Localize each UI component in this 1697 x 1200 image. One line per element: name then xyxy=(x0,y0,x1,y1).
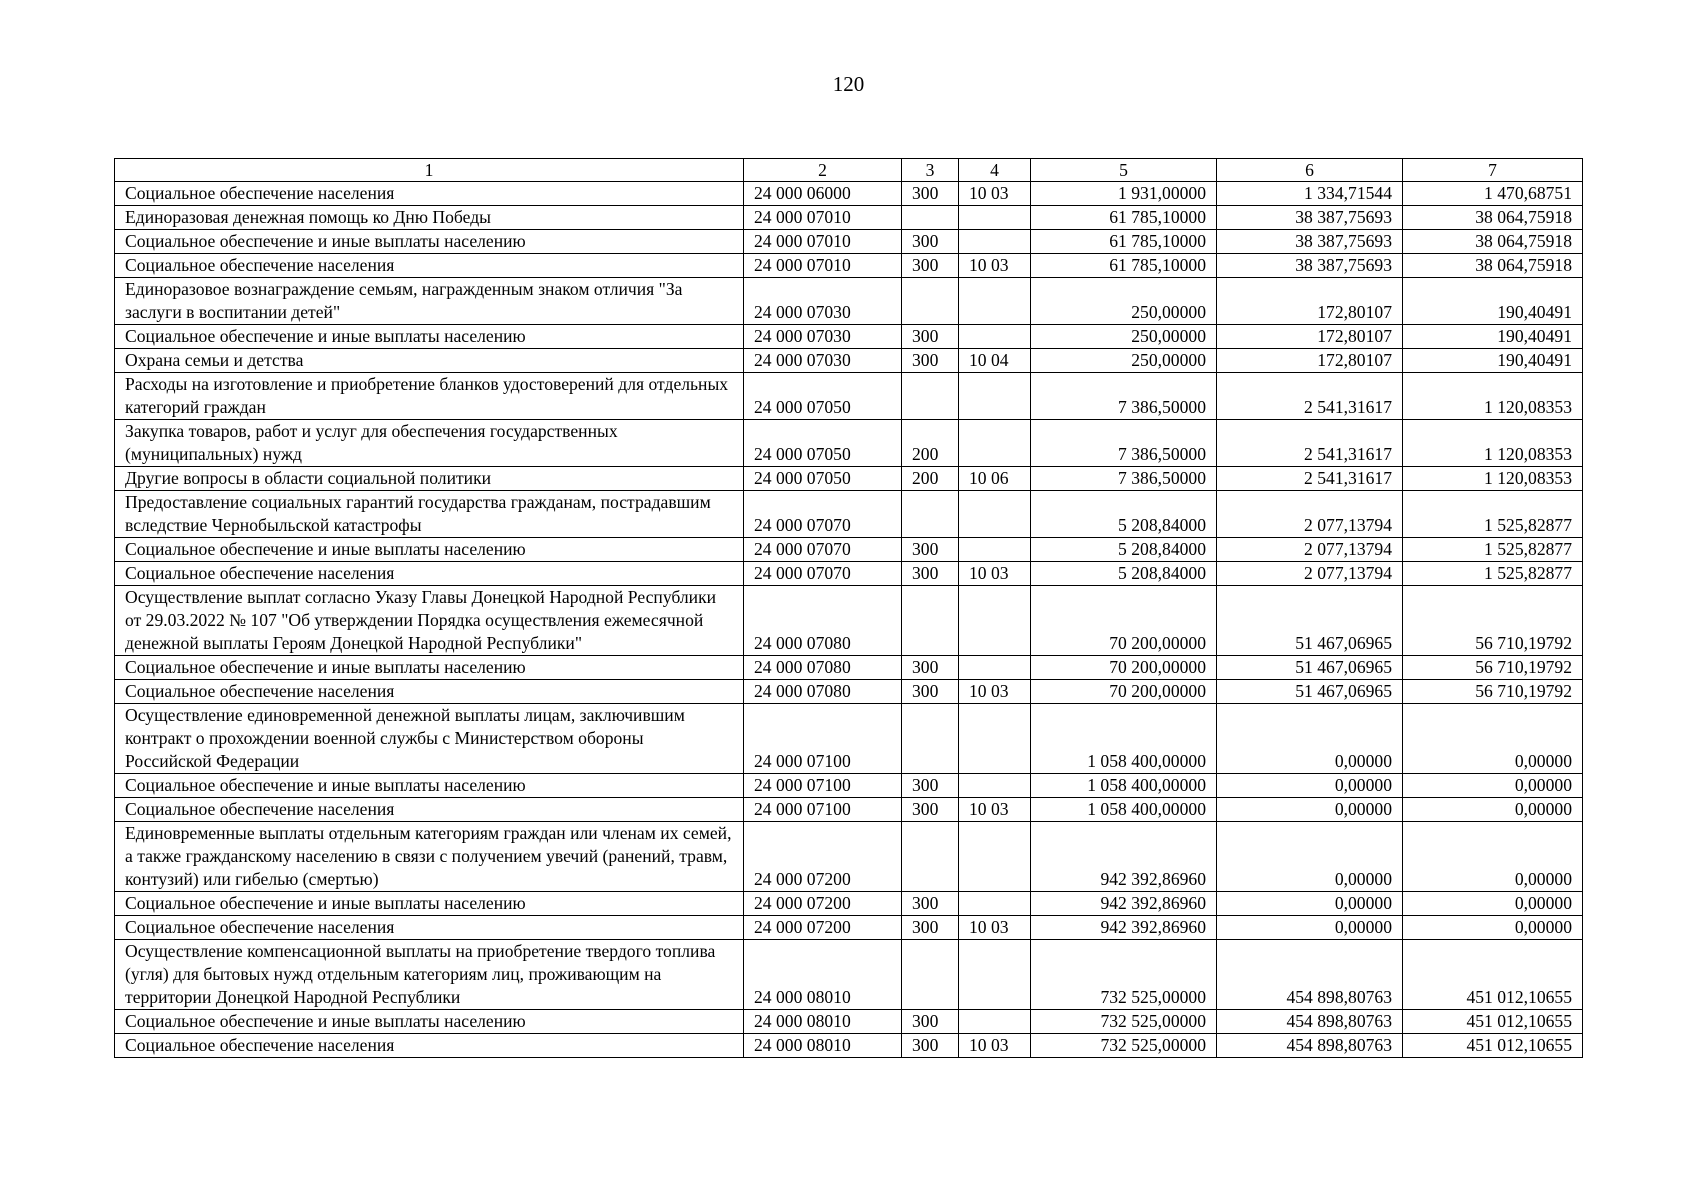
item-name: Осуществление единовременной денежной выплаты лицам, заключившим контракт о прохождении военной службы с Министерством обороны Российской Федерации xyxy=(115,704,744,774)
amount-col7: 1 470,68751 xyxy=(1403,182,1583,206)
amount-col5: 1 058 400,00000 xyxy=(1031,798,1217,822)
table-row xyxy=(115,538,1583,562)
amount-col7: 0,00000 xyxy=(1403,704,1583,774)
column-header: 1 xyxy=(115,159,744,182)
amount-col6: 0,00000 xyxy=(1217,916,1403,940)
expense-type xyxy=(902,940,959,1010)
section-code xyxy=(959,1010,1031,1034)
item-name: Социальное обеспечение и иные выплаты населению xyxy=(115,230,744,254)
item-name: Социальное обеспечение населения xyxy=(115,680,744,704)
item-name: Социальное обеспечение и иные выплаты населению xyxy=(115,656,744,680)
expense-type: 300 xyxy=(902,230,959,254)
section-code: 10 04 xyxy=(959,349,1031,373)
amount-col7: 38 064,75918 xyxy=(1403,254,1583,278)
column-header: 2 xyxy=(744,159,902,182)
target-code: 24 000 07200 xyxy=(744,892,902,916)
section-code: 10 03 xyxy=(959,798,1031,822)
column-header: 4 xyxy=(959,159,1031,182)
target-code: 24 000 07050 xyxy=(744,467,902,491)
amount-col5: 250,00000 xyxy=(1031,278,1217,325)
target-code: 24 000 07100 xyxy=(744,774,902,798)
expense-type: 300 xyxy=(902,182,959,206)
column-header: 3 xyxy=(902,159,959,182)
target-code: 24 000 07070 xyxy=(744,562,902,586)
amount-col6: 38 387,75693 xyxy=(1217,254,1403,278)
table-row xyxy=(115,254,1583,278)
amount-col7: 190,40491 xyxy=(1403,325,1583,349)
expense-type xyxy=(902,822,959,892)
amount-col5: 732 525,00000 xyxy=(1031,940,1217,1010)
target-code: 24 000 07080 xyxy=(744,586,902,656)
table-row xyxy=(115,774,1583,798)
amount-col5: 70 200,00000 xyxy=(1031,680,1217,704)
amount-col6: 172,80107 xyxy=(1217,349,1403,373)
target-code: 24 000 07080 xyxy=(744,680,902,704)
item-name: Охрана семьи и детства xyxy=(115,349,744,373)
target-code: 24 000 07070 xyxy=(744,538,902,562)
target-code: 24 000 07100 xyxy=(744,798,902,822)
target-code: 24 000 08010 xyxy=(744,940,902,1010)
expense-type: 300 xyxy=(902,538,959,562)
column-header: 7 xyxy=(1403,159,1583,182)
amount-col6: 454 898,80763 xyxy=(1217,940,1403,1010)
target-code: 24 000 07200 xyxy=(744,916,902,940)
amount-col5: 1 058 400,00000 xyxy=(1031,774,1217,798)
item-name: Социальное обеспечение и иные выплаты населению xyxy=(115,774,744,798)
amount-col6: 51 467,06965 xyxy=(1217,656,1403,680)
expense-type: 300 xyxy=(902,774,959,798)
item-name: Социальное обеспечение населения xyxy=(115,182,744,206)
amount-col7: 56 710,19792 xyxy=(1403,656,1583,680)
table-row xyxy=(115,206,1583,230)
target-code: 24 000 07030 xyxy=(744,325,902,349)
expense-type: 300 xyxy=(902,798,959,822)
amount-col7: 190,40491 xyxy=(1403,278,1583,325)
expense-type xyxy=(902,704,959,774)
amount-col7: 1 120,08353 xyxy=(1403,373,1583,420)
table-row xyxy=(115,798,1583,822)
amount-col6: 0,00000 xyxy=(1217,798,1403,822)
expense-type xyxy=(902,206,959,230)
table-row xyxy=(115,1034,1583,1058)
expense-type: 300 xyxy=(902,656,959,680)
amount-col7: 451 012,10655 xyxy=(1403,940,1583,1010)
section-code xyxy=(959,420,1031,467)
expense-type: 300 xyxy=(902,892,959,916)
amount-col7: 190,40491 xyxy=(1403,349,1583,373)
item-name: Социальное обеспечение и иные выплаты населению xyxy=(115,538,744,562)
section-code xyxy=(959,491,1031,538)
section-code xyxy=(959,373,1031,420)
section-code: 10 06 xyxy=(959,467,1031,491)
section-code xyxy=(959,206,1031,230)
amount-col5: 732 525,00000 xyxy=(1031,1010,1217,1034)
target-code: 24 000 06000 xyxy=(744,182,902,206)
table-row xyxy=(115,491,1583,538)
section-code xyxy=(959,892,1031,916)
header-row xyxy=(115,159,1583,182)
expense-type xyxy=(902,373,959,420)
amount-col7: 0,00000 xyxy=(1403,798,1583,822)
table-row xyxy=(115,822,1583,892)
expense-type xyxy=(902,491,959,538)
amount-col7: 1 525,82877 xyxy=(1403,562,1583,586)
budget-table xyxy=(114,158,1583,1058)
amount-col6: 2 077,13794 xyxy=(1217,491,1403,538)
amount-col6: 0,00000 xyxy=(1217,892,1403,916)
expense-type: 200 xyxy=(902,420,959,467)
amount-col7: 38 064,75918 xyxy=(1403,206,1583,230)
item-name: Социальное обеспечение населения xyxy=(115,562,744,586)
table-row xyxy=(115,656,1583,680)
table-row xyxy=(115,325,1583,349)
item-name: Социальное обеспечение населения xyxy=(115,798,744,822)
table-row xyxy=(115,940,1583,1010)
amount-col6: 0,00000 xyxy=(1217,774,1403,798)
amount-col5: 250,00000 xyxy=(1031,325,1217,349)
section-code xyxy=(959,586,1031,656)
section-code xyxy=(959,822,1031,892)
section-code: 10 03 xyxy=(959,562,1031,586)
table-row xyxy=(115,1010,1583,1034)
amount-col7: 0,00000 xyxy=(1403,916,1583,940)
target-code: 24 000 07010 xyxy=(744,206,902,230)
amount-col6: 172,80107 xyxy=(1217,325,1403,349)
amount-col6: 0,00000 xyxy=(1217,704,1403,774)
item-name: Расходы на изготовление и приобретение бланков удостоверений для отдельных категорий граждан xyxy=(115,373,744,420)
target-code: 24 000 07030 xyxy=(744,278,902,325)
table-row xyxy=(115,916,1583,940)
column-header: 6 xyxy=(1217,159,1403,182)
amount-col5: 1 931,00000 xyxy=(1031,182,1217,206)
table-row xyxy=(115,373,1583,420)
amount-col6: 454 898,80763 xyxy=(1217,1034,1403,1058)
amount-col6: 51 467,06965 xyxy=(1217,680,1403,704)
target-code: 24 000 07050 xyxy=(744,373,902,420)
amount-col5: 732 525,00000 xyxy=(1031,1034,1217,1058)
amount-col6: 38 387,75693 xyxy=(1217,206,1403,230)
column-header: 5 xyxy=(1031,159,1217,182)
item-name: Социальное обеспечение населения xyxy=(115,254,744,278)
amount-col7: 451 012,10655 xyxy=(1403,1034,1583,1058)
expense-type xyxy=(902,278,959,325)
amount-col7: 56 710,19792 xyxy=(1403,586,1583,656)
amount-col5: 7 386,50000 xyxy=(1031,467,1217,491)
expense-type: 300 xyxy=(902,349,959,373)
amount-col5: 942 392,86960 xyxy=(1031,892,1217,916)
target-code: 24 000 07030 xyxy=(744,349,902,373)
amount-col5: 61 785,10000 xyxy=(1031,206,1217,230)
item-name: Предоставление социальных гарантий государства гражданам, пострадавшим вследствие Чернобыльской катастрофы xyxy=(115,491,744,538)
amount-col7: 56 710,19792 xyxy=(1403,680,1583,704)
table-row xyxy=(115,420,1583,467)
amount-col7: 1 525,82877 xyxy=(1403,538,1583,562)
amount-col5: 5 208,84000 xyxy=(1031,538,1217,562)
target-code: 24 000 08010 xyxy=(744,1010,902,1034)
section-code xyxy=(959,538,1031,562)
section-code xyxy=(959,656,1031,680)
expense-type: 300 xyxy=(902,680,959,704)
item-name: Единоразовое вознаграждение семьям, награжденным знаком отличия "За заслуги в воспитании детей" xyxy=(115,278,744,325)
item-name: Социальное обеспечение населения xyxy=(115,916,744,940)
table-row xyxy=(115,182,1583,206)
amount-col5: 250,00000 xyxy=(1031,349,1217,373)
item-name: Социальное обеспечение и иные выплаты населению xyxy=(115,892,744,916)
amount-col6: 454 898,80763 xyxy=(1217,1010,1403,1034)
amount-col5: 942 392,86960 xyxy=(1031,822,1217,892)
target-code: 24 000 08010 xyxy=(744,1034,902,1058)
table-row xyxy=(115,562,1583,586)
table-row xyxy=(115,892,1583,916)
item-name: Единовременные выплаты отдельным категориям граждан или членам их семей, а также гражданскому населению в связи с получением увечий (ранений, травм, контузий) или гибелью (смертью) xyxy=(115,822,744,892)
amount-col6: 2 077,13794 xyxy=(1217,562,1403,586)
section-code xyxy=(959,230,1031,254)
target-code: 24 000 07010 xyxy=(744,254,902,278)
item-name: Социальное обеспечение и иные выплаты населению xyxy=(115,1010,744,1034)
section-code: 10 03 xyxy=(959,916,1031,940)
amount-col6: 38 387,75693 xyxy=(1217,230,1403,254)
section-code xyxy=(959,940,1031,1010)
amount-col7: 451 012,10655 xyxy=(1403,1010,1583,1034)
item-name: Другие вопросы в области социальной политики xyxy=(115,467,744,491)
expense-type: 300 xyxy=(902,916,959,940)
expense-type: 300 xyxy=(902,1010,959,1034)
table-row xyxy=(115,586,1583,656)
target-code: 24 000 07010 xyxy=(744,230,902,254)
amount-col7: 0,00000 xyxy=(1403,822,1583,892)
amount-col7: 0,00000 xyxy=(1403,774,1583,798)
amount-col6: 1 334,71544 xyxy=(1217,182,1403,206)
amount-col6: 2 077,13794 xyxy=(1217,538,1403,562)
expense-type: 300 xyxy=(902,325,959,349)
amount-col7: 1 120,08353 xyxy=(1403,467,1583,491)
amount-col6: 51 467,06965 xyxy=(1217,586,1403,656)
amount-col6: 172,80107 xyxy=(1217,278,1403,325)
expense-type: 300 xyxy=(902,1034,959,1058)
section-code xyxy=(959,774,1031,798)
table-row xyxy=(115,349,1583,373)
amount-col5: 70 200,00000 xyxy=(1031,586,1217,656)
section-code xyxy=(959,704,1031,774)
amount-col7: 1 525,82877 xyxy=(1403,491,1583,538)
item-name: Осуществление выплат согласно Указу Главы Донецкой Народной Республики от 29.03.2022 № 107 "Об утверждении Порядка осуществления ежемесячной денежной выплаты Героям Донецкой Народной Республики" xyxy=(115,586,744,656)
amount-col5: 1 058 400,00000 xyxy=(1031,704,1217,774)
item-name: Социальное обеспечение населения xyxy=(115,1034,744,1058)
amount-col5: 5 208,84000 xyxy=(1031,491,1217,538)
amount-col5: 7 386,50000 xyxy=(1031,373,1217,420)
page-number: 120 xyxy=(832,72,865,96)
item-name: Единоразовая денежная помощь ко Дню Победы xyxy=(115,206,744,230)
expense-type xyxy=(902,586,959,656)
amount-col6: 0,00000 xyxy=(1217,822,1403,892)
section-code: 10 03 xyxy=(959,680,1031,704)
target-code: 24 000 07070 xyxy=(744,491,902,538)
section-code: 10 03 xyxy=(959,254,1031,278)
target-code: 24 000 07050 xyxy=(744,420,902,467)
amount-col5: 61 785,10000 xyxy=(1031,230,1217,254)
section-code xyxy=(959,278,1031,325)
amount-col5: 7 386,50000 xyxy=(1031,420,1217,467)
amount-col5: 5 208,84000 xyxy=(1031,562,1217,586)
amount-col6: 2 541,31617 xyxy=(1217,420,1403,467)
amount-col7: 0,00000 xyxy=(1403,892,1583,916)
table-row xyxy=(115,680,1583,704)
table-row xyxy=(115,704,1583,774)
target-code: 24 000 07100 xyxy=(744,704,902,774)
section-code xyxy=(959,325,1031,349)
amount-col5: 70 200,00000 xyxy=(1031,656,1217,680)
amount-col7: 1 120,08353 xyxy=(1403,420,1583,467)
expense-type: 200 xyxy=(902,467,959,491)
expense-type: 300 xyxy=(902,562,959,586)
item-name: Осуществление компенсационной выплаты на приобретение твердого топлива (угля) для бытовых нужд отдельным категориям лиц, проживающим на территории Донецкой Народной Республики xyxy=(115,940,744,1010)
table-row xyxy=(115,278,1583,325)
table-row xyxy=(115,230,1583,254)
amount-col5: 61 785,10000 xyxy=(1031,254,1217,278)
amount-col7: 38 064,75918 xyxy=(1403,230,1583,254)
table-row xyxy=(115,467,1583,491)
section-code: 10 03 xyxy=(959,1034,1031,1058)
item-name: Закупка товаров, работ и услуг для обеспечения государственных (муниципальных) нужд xyxy=(115,420,744,467)
expense-type: 300 xyxy=(902,254,959,278)
item-name: Социальное обеспечение и иные выплаты населению xyxy=(115,325,744,349)
amount-col6: 2 541,31617 xyxy=(1217,373,1403,420)
target-code: 24 000 07200 xyxy=(744,822,902,892)
amount-col5: 942 392,86960 xyxy=(1031,916,1217,940)
target-code: 24 000 07080 xyxy=(744,656,902,680)
section-code: 10 03 xyxy=(959,182,1031,206)
amount-col6: 2 541,31617 xyxy=(1217,467,1403,491)
